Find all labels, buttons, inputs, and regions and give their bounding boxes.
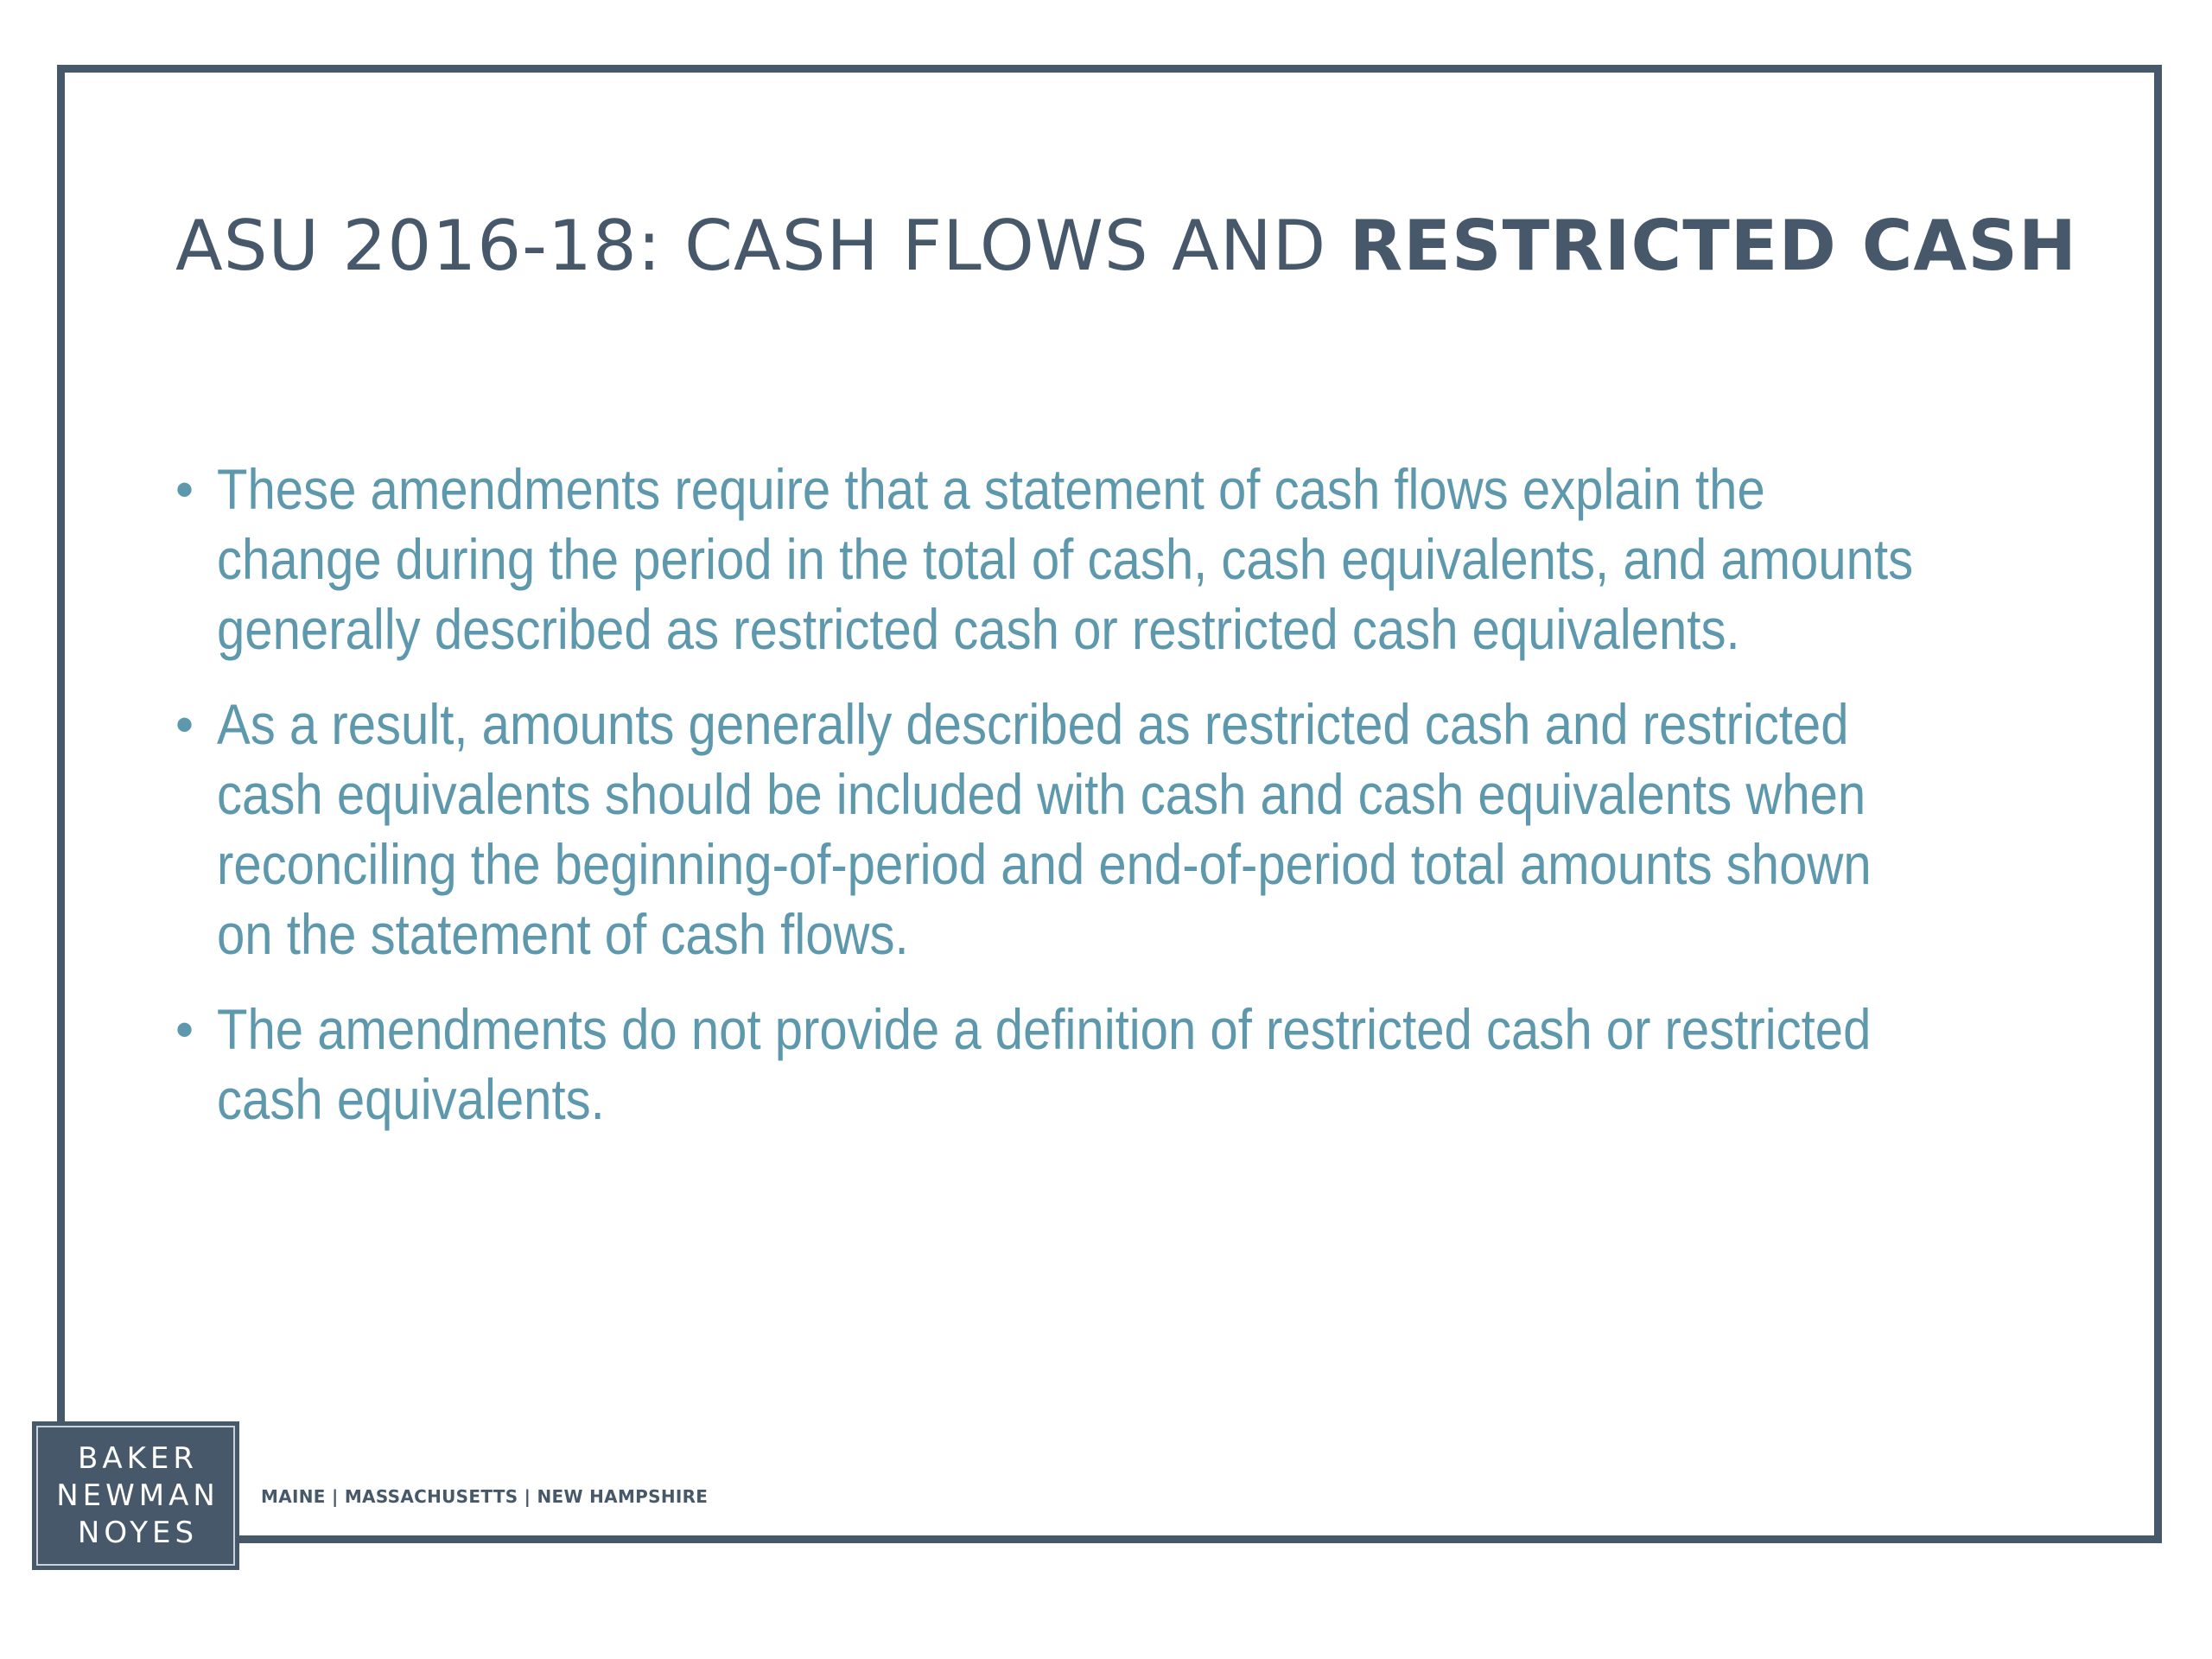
bullet-item xyxy=(175,690,2102,969)
bullet-item xyxy=(175,995,2102,1135)
bullet-icon: • xyxy=(175,696,194,753)
bullet-list xyxy=(175,454,2102,1160)
bullet-item xyxy=(175,454,2102,664)
title-bold: RESTRICTED CASH xyxy=(1349,206,2077,286)
logo-border xyxy=(36,1426,235,1566)
bullet-text: These amendments require that a statement of cash flows explain the change during the period in the total of cash, cash equivalents, and amounts generally described as restricted cash or restricted cash equivalents. xyxy=(217,457,1914,661)
bullet-text: As a result, amounts generally described as restricted cash and restricted cash equivalents should be included with cash and cash equivalents when reconciling the beginning-of-period and end-of-period total amounts shown on the statement of cash flows. xyxy=(217,692,1872,966)
slide-title xyxy=(175,203,2077,289)
bullet-icon: • xyxy=(175,461,194,518)
logo-line-2: NEWMAN xyxy=(56,1478,219,1513)
bullet-icon: • xyxy=(175,1001,194,1058)
company-logo xyxy=(32,1421,239,1570)
title-regular: ASU 2016-18: CASH FLOWS AND xyxy=(175,206,1350,286)
footer-tagline: MAINE | MASSACHUSETTS | NEW HAMPSHIRE xyxy=(261,1486,709,1507)
logo-line-3: NOYES xyxy=(77,1515,199,1550)
bullet-text: The amendments do not provide a definition of restricted cash or restricted cash equivalents. xyxy=(217,997,1872,1131)
logo-line-1: BAKER xyxy=(78,1440,198,1476)
